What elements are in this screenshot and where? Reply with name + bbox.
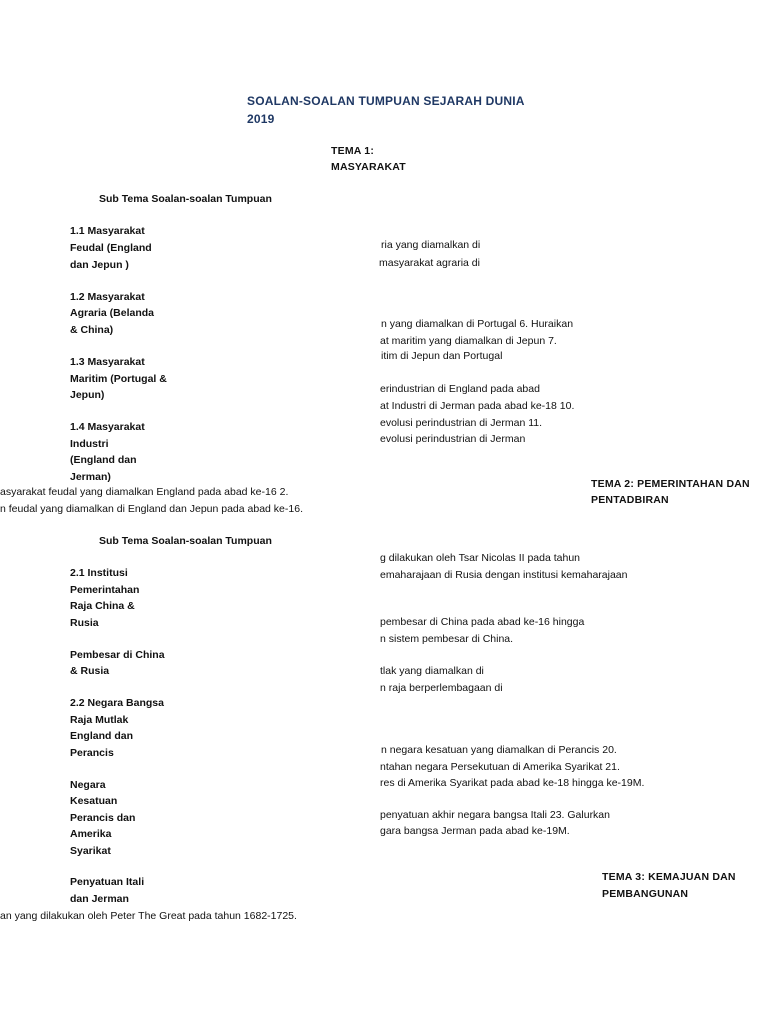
tema2-question-line: emaharajaan di Rusia dengan institusi kemaharajaan xyxy=(380,569,628,581)
tema1-subtheme-4-1: 1.4 Masyarakat xyxy=(70,421,145,433)
tema2-subtheme-1-4: Rusia xyxy=(70,617,99,629)
tema1-question-line: itim di Jepun dan Portugal xyxy=(381,350,503,362)
tema1-question-line: masyarakat agraria di xyxy=(379,257,480,269)
tema2-subtheme-3-4: Perancis xyxy=(70,747,114,759)
tema1-question-line: ria yang diamalkan di xyxy=(381,239,481,251)
tema1-subtheme-3-2: Maritim (Portugal & xyxy=(70,373,167,385)
tema2-question-line: n negara kesatuan yang diamalkan di Perancis 20. xyxy=(381,744,617,756)
tema2-question-line: n sistem pembesar di China. xyxy=(380,633,514,645)
tema1-subtheme-1-2: Feudal (England xyxy=(70,242,152,254)
tema2-heading-line1: TEMA 2: PEMERINTAHAN DAN xyxy=(591,478,750,490)
tema1-subtheme-4-4: Jerman) xyxy=(70,471,111,483)
tema2-subtheme-4-4: Amerika xyxy=(70,828,112,840)
tema1-question-line: evolusi perindustrian di Jerman xyxy=(380,433,526,445)
tema2-subtheme-header: Sub Tema Soalan-soalan Tumpuan xyxy=(99,535,272,547)
tema2-question-line: pembesar di China pada abad ke-16 hingga xyxy=(380,616,585,628)
tema2-subtheme-4-3: Perancis dan xyxy=(70,812,136,824)
tema2-question-line: gara bangsa Jerman pada abad ke-19M. xyxy=(380,825,570,837)
tema1-subtheme-3-3: Jepun) xyxy=(70,389,105,401)
tema1-question-line: n yang diamalkan di Portugal 6. Huraikan xyxy=(381,318,574,330)
tema2-question-line: ntahan negara Persekutuan di Amerika Syarikat 21. xyxy=(380,761,620,773)
tema2-subtheme-1-1: 2.1 Institusi xyxy=(70,567,128,579)
tema2-overflow-line: an yang dilakukan oleh Peter The Great pada tahun 1682-1725. xyxy=(0,910,297,922)
tema1-subtheme-4-2: Industri xyxy=(70,438,109,450)
tema2-subtheme-1-2: Pemerintahan xyxy=(70,584,140,596)
document-title-line2: 2019 xyxy=(247,112,275,126)
tema1-heading-line1: TEMA 1: xyxy=(331,145,375,157)
tema2-question-line: g dilakukan oleh Tsar Nicolas II pada tahun xyxy=(380,552,581,564)
tema3-heading-line1: TEMA 3: KEMAJUAN DAN xyxy=(602,871,736,883)
tema1-subtheme-header: Sub Tema Soalan-soalan Tumpuan xyxy=(99,193,272,205)
tema1-subtheme-2-3: & China) xyxy=(70,324,114,336)
tema1-overflow-line: n feudal yang diamalkan di England dan Jepun pada abad ke-16. xyxy=(0,503,303,515)
tema2-subtheme-4-5: Syarikat xyxy=(70,845,111,857)
tema2-subtheme-4-2: Kesatuan xyxy=(70,795,118,807)
tema1-subtheme-1-1: 1.1 Masyarakat xyxy=(70,225,145,237)
tema1-subtheme-2-1: 1.2 Masyarakat xyxy=(70,291,145,303)
tema2-subtheme-2-1: Pembesar di China xyxy=(70,649,165,661)
tema1-question-line: at maritim yang diamalkan di Jepun 7. xyxy=(380,335,557,347)
tema1-subtheme-3-1: 1.3 Masyarakat xyxy=(70,356,145,368)
tema2-question-line: tlak yang diamalkan di xyxy=(380,665,484,677)
tema2-heading-line2: PENTADBIRAN xyxy=(591,494,669,506)
tema1-question-line: erindustrian di England pada abad xyxy=(380,383,540,395)
tema2-question-line: n raja berperlembagaan di xyxy=(380,682,503,694)
tema1-overflow-line: asyarakat feudal yang diamalkan England pada abad ke-16 2. xyxy=(0,486,289,498)
tema1-subtheme-2-2: Agraria (Belanda xyxy=(70,307,155,319)
tema3-heading-line2: PEMBANGUNAN xyxy=(602,888,689,900)
tema2-subtheme-3-1: 2.2 Negara Bangsa xyxy=(70,697,164,709)
tema2-subtheme-2-2: & Rusia xyxy=(70,665,110,677)
tema2-subtheme-3-2: Raja Mutlak xyxy=(70,714,129,726)
tema1-question-line: evolusi perindustrian di Jerman 11. xyxy=(380,417,543,429)
tema2-subtheme-4-1: Negara xyxy=(70,779,106,791)
tema1-question-line: at Industri di Jerman pada abad ke-18 10. xyxy=(380,400,575,412)
tema2-subtheme-5-1: Penyatuan Itali xyxy=(70,876,145,888)
tema2-subtheme-1-3: Raja China & xyxy=(70,600,135,612)
document-title-line1: SOALAN-SOALAN TUMPUAN SEJARAH DUNIA xyxy=(247,94,525,108)
tema1-heading-line2: MASYARAKAT xyxy=(331,161,406,173)
tema2-question-line: res di Amerika Syarikat pada abad ke-18 hingga ke-19M. xyxy=(380,777,645,789)
tema1-subtheme-1-3: dan Jepun ) xyxy=(70,259,129,271)
tema2-subtheme-5-2: dan Jerman xyxy=(70,893,129,905)
tema2-subtheme-3-3: England dan xyxy=(70,730,133,742)
tema2-question-line: penyatuan akhir negara bangsa Itali 23. Galurkan xyxy=(380,809,610,821)
tema1-subtheme-4-3: (England dan xyxy=(70,454,137,466)
